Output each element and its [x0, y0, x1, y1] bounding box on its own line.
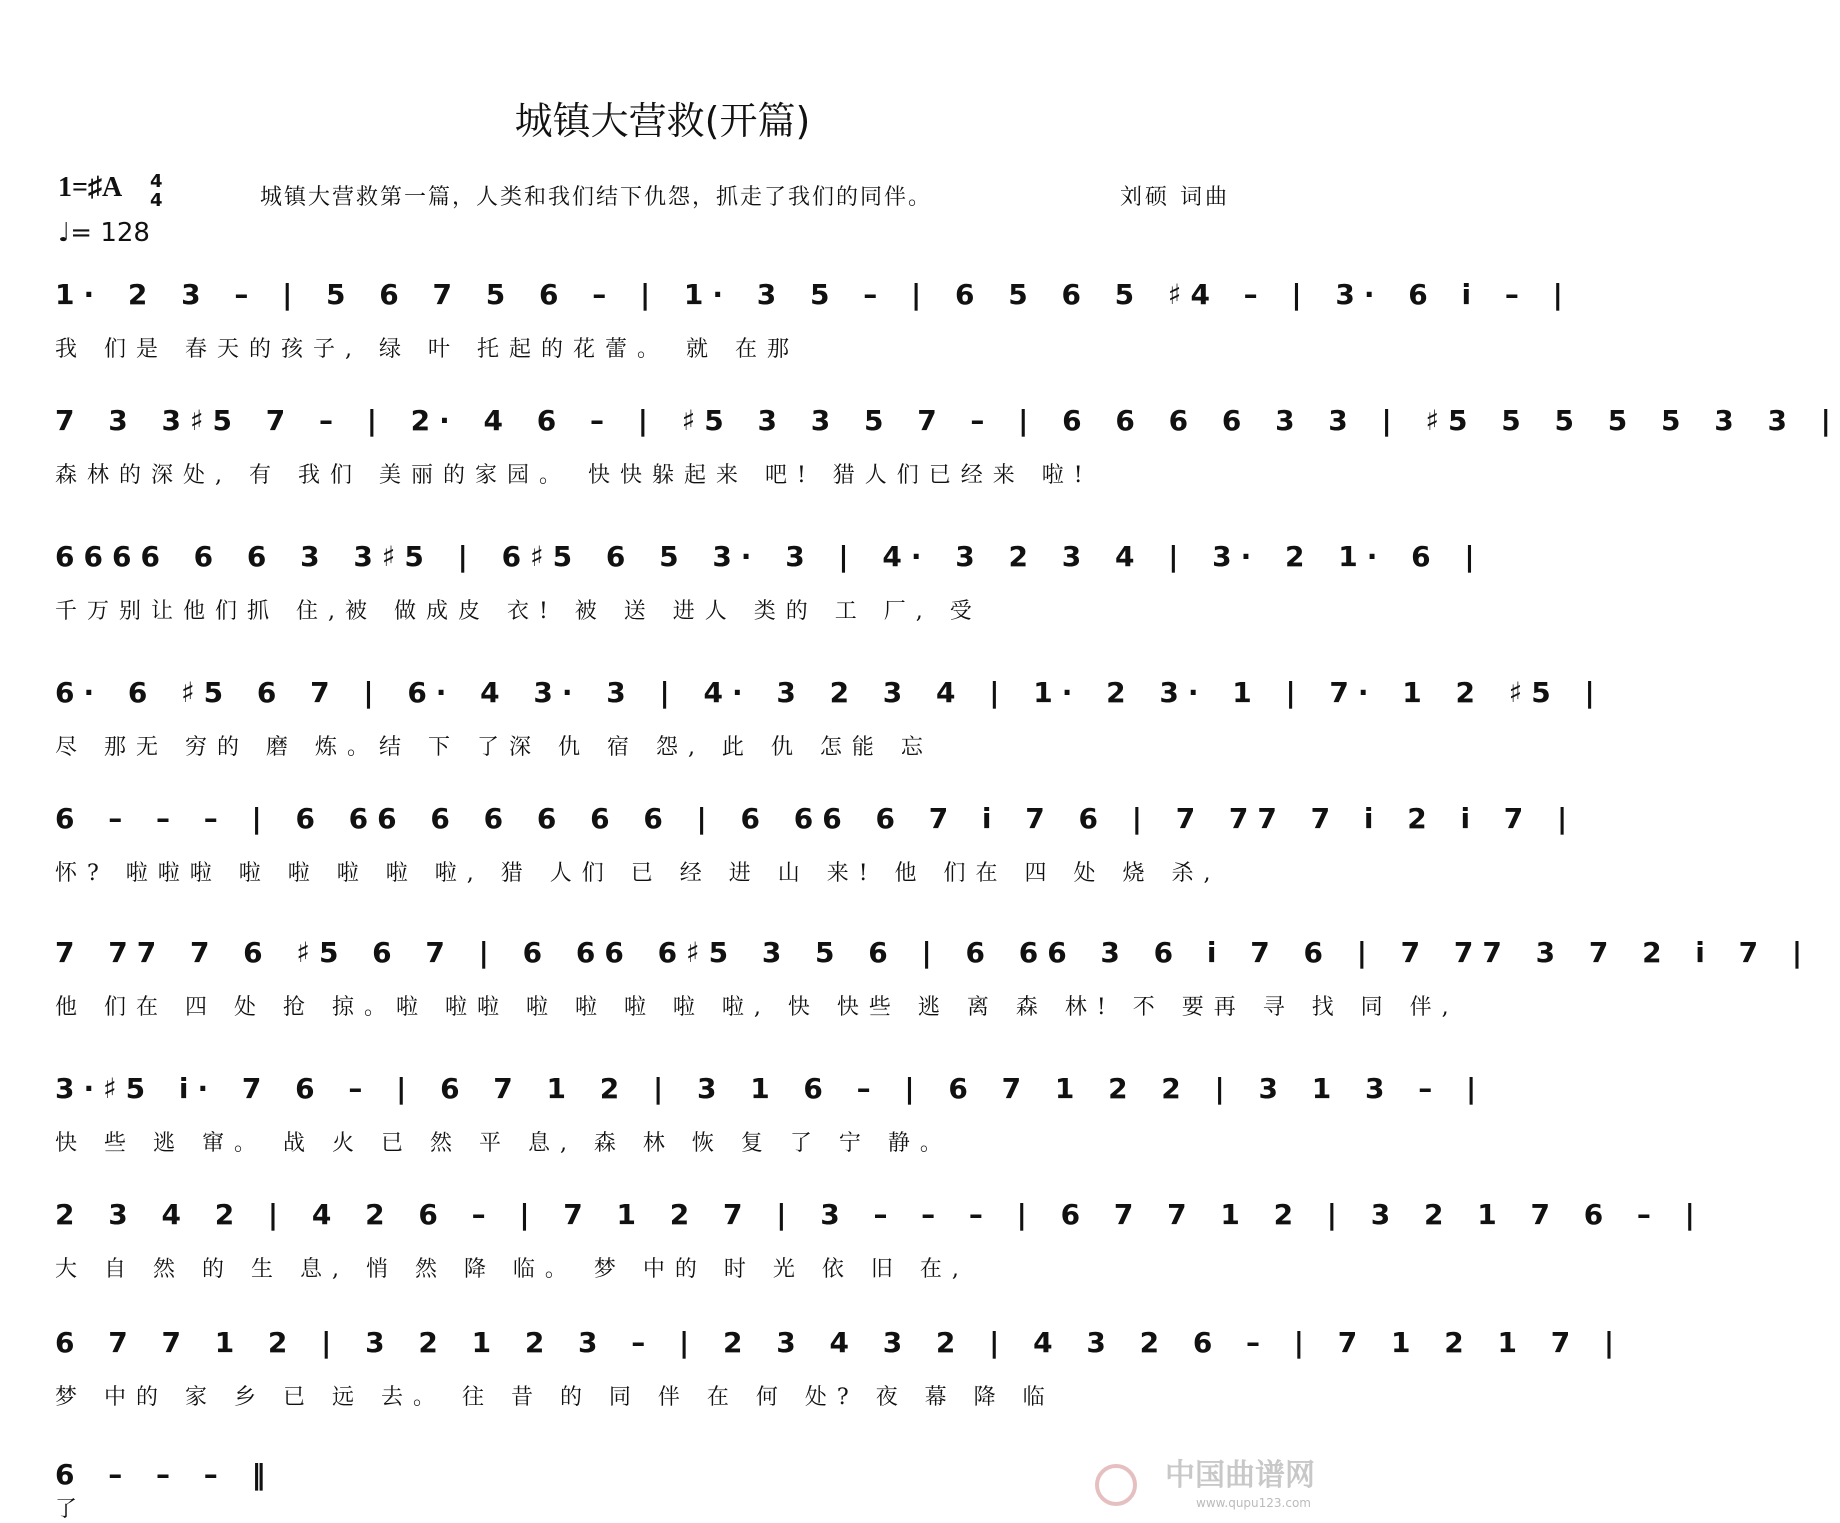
- notation: 1· 2 3 – | 5 6 7 5 6 – | 1· 3 5 – | 6 5 6 5 ♯4 – | 3· 6 i – |: [55, 278, 1572, 311]
- ending-lyric: 了: [55, 1497, 78, 1522]
- lyrics: 他 们在 四 处 抢 掠。啦 啦啦 啦 啦 啦 啦 啦, 快 快些 逃 离 森 林! 不 要再 寻 找 同 伴,: [55, 995, 1459, 1020]
- intro-text: 城镇大营救第一篇，人类和我们结下仇怨，抓走了我们的同伴。: [260, 185, 933, 210]
- time-signature: [150, 172, 163, 210]
- time-signature-bottom: 4: [150, 190, 163, 211]
- tempo-marking: ♩= 128: [58, 218, 150, 248]
- lyrics: 快 些 逃 窜。 战 火 已 然 平 息, 森 林 恢 复 了 宁 静。: [55, 1131, 952, 1156]
- notation: 3·♯5 i· 7 6 – | 6 7 1 2 | 3 1 6 – | 6 7 1 2 2 | 3 1 3 – |: [55, 1072, 1486, 1105]
- lyrics: 尽 那无 穷的 磨 炼。结 下 了深 仇 宿 怨, 此 仇 怎能 忘: [55, 735, 933, 760]
- watermark-url: www.qupu123.com: [1196, 1496, 1311, 1510]
- notation: 6 – – – | 6 66 6 6 6 6 6 | 6 66 6 7 i 7 6 | 7 77 7 i 2 i 7 |: [55, 802, 1577, 835]
- watermark: 中国曲谱网: [1165, 1458, 1315, 1493]
- score-ending: [55, 1452, 355, 1523]
- notation: 6666 6 6 3 3♯5 | 6♯5 6 5 3· 3 | 4· 3 2 3 4 | 3· 2 1· 6 |: [55, 540, 1484, 573]
- time-signature-top: 4: [150, 171, 163, 192]
- site-logo-icon: [1095, 1464, 1137, 1506]
- ending-notation: 6 – – – ‖: [55, 1458, 275, 1491]
- notation: 7 77 7 6 ♯5 6 7 | 6 66 6♯5 3 5 6 | 6 66 3 6 i 7 6 | 7 77 3 7 2 i 7 |: [55, 936, 1812, 969]
- key-signature: 1=♯A: [58, 172, 123, 203]
- lyrics: 我 们是 春天的孩子, 绿 叶 托起的花蕾。 就 在那: [55, 337, 799, 362]
- lyrics: 怀? 啦啦啦 啦 啦 啦 啦 啦, 猎 人们 已 经 进 山 来! 他 们在 四 处 烧 杀,: [55, 861, 1221, 886]
- notation: 6· 6 ♯5 6 7 | 6· 4 3· 3 | 4· 3 2 3 4 | 1· 2 3· 1 | 7· 1 2 ♯5 |: [55, 676, 1604, 709]
- lyrics: 大 自 然 的 生 息, 悄 然 降 临。 梦 中的 时 光 依 旧 在,: [55, 1257, 969, 1282]
- notation: 6 7 7 1 2 | 3 2 1 2 3 – | 2 3 4 3 2 | 4 3 2 6 – | 7 1 2 1 7 |: [55, 1326, 1624, 1359]
- composer-credit: 刘硕 词曲: [1120, 185, 1230, 210]
- notation: 7 3 3♯5 7 – | 2· 4 6 – | ♯5 3 3 5 7 – | 6 6 6 6 3 3 | ♯5 5 5 5 5 3 3 |: [55, 404, 1840, 437]
- lyrics: 梦 中的 家 乡 已 远 去。 往 昔 的 同 伴 在 何 处? 夜 幕 降 临: [55, 1385, 1055, 1410]
- page-title: 城镇大营救(开篇): [514, 99, 811, 143]
- lyrics: 森林的深处, 有 我们 美丽的家园。 快快躲起来 吧! 猎人们已经来 啦!: [55, 463, 1093, 488]
- notation: 2 3 4 2 | 4 2 6 – | 7 1 2 7 | 3 – – – | 6 7 7 1 2 | 3 2 1 7 6 – |: [55, 1198, 1704, 1231]
- lyrics: 千万别让他们抓 住,被 做成皮 衣! 被 送 进人 类的 工 厂, 受: [55, 599, 982, 624]
